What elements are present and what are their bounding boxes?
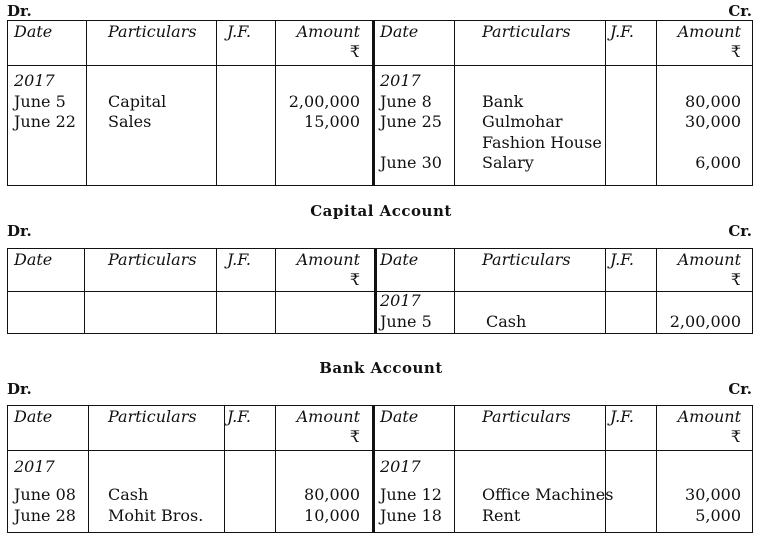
entry-date: June 5 bbox=[14, 92, 66, 111]
entry-amount: 15,000 bbox=[304, 112, 360, 131]
entry-particulars: Cash bbox=[108, 485, 149, 504]
ledger-table-bank bbox=[7, 405, 753, 533]
year-label: 2017 bbox=[14, 457, 55, 476]
cr-mark: Cr. bbox=[728, 380, 752, 398]
header-particulars: Particulars bbox=[482, 250, 571, 269]
header-currency: ₹ bbox=[349, 427, 360, 446]
header-date: Date bbox=[380, 407, 419, 426]
entry-date: June 8 bbox=[380, 92, 432, 111]
header-currency: ₹ bbox=[730, 270, 741, 289]
entry-amount: 80,000 bbox=[685, 92, 741, 111]
header-date: Date bbox=[14, 22, 53, 41]
header-date: Date bbox=[14, 407, 53, 426]
dr-mark: Dr. bbox=[7, 2, 32, 20]
dr-mark: Dr. bbox=[7, 380, 32, 398]
entry-date: June 12 bbox=[380, 485, 442, 504]
header-amount: Amount bbox=[296, 22, 360, 41]
header-amount: Amount bbox=[677, 22, 741, 41]
header-amount: Amount bbox=[296, 250, 360, 269]
entry-particulars: Sales bbox=[108, 112, 152, 131]
entry-date: June 22 bbox=[14, 112, 76, 131]
ledger-title-capital: Capital Account bbox=[310, 202, 452, 220]
header-date: Date bbox=[14, 250, 53, 269]
header-currency: ₹ bbox=[349, 270, 360, 289]
entry-amount: 30,000 bbox=[685, 485, 741, 504]
year-label: 2017 bbox=[380, 457, 421, 476]
entry-particulars: Rent bbox=[482, 506, 521, 525]
entry-particulars: Capital bbox=[108, 92, 167, 111]
entry-amount: 5,000 bbox=[695, 506, 741, 525]
entry-amount: 10,000 bbox=[304, 506, 360, 525]
dr-mark: Dr. bbox=[7, 222, 32, 240]
header-particulars: Particulars bbox=[108, 407, 197, 426]
header-jf: J.F. bbox=[610, 407, 634, 426]
header-amount: Amount bbox=[677, 250, 741, 269]
cr-mark: Cr. bbox=[728, 2, 752, 20]
ledger-title-bank: Bank Account bbox=[319, 359, 443, 377]
entry-particulars-continued: Fashion House bbox=[482, 133, 602, 152]
header-date: Date bbox=[380, 22, 419, 41]
ledger-table-1 bbox=[7, 20, 753, 186]
header-particulars: Particulars bbox=[108, 22, 197, 41]
header-currency: ₹ bbox=[349, 42, 360, 61]
entry-particulars: Salary bbox=[482, 153, 534, 172]
entry-particulars: Office Machines bbox=[482, 485, 614, 504]
entry-particulars: Gulmohar bbox=[482, 112, 563, 131]
header-jf: J.F. bbox=[610, 250, 634, 269]
header-currency: ₹ bbox=[730, 427, 741, 446]
header-jf: J.F. bbox=[227, 250, 251, 269]
header-particulars: Particulars bbox=[108, 250, 197, 269]
year-label: 2017 bbox=[380, 71, 421, 90]
entry-date: June 5 bbox=[380, 312, 432, 331]
entry-amount: 30,000 bbox=[685, 112, 741, 131]
entry-date: June 18 bbox=[380, 506, 442, 525]
header-jf: J.F. bbox=[610, 22, 634, 41]
entry-amount: 2,00,000 bbox=[288, 92, 360, 111]
entry-amount: 2,00,000 bbox=[669, 312, 741, 331]
header-currency: ₹ bbox=[730, 42, 741, 61]
header-particulars: Particulars bbox=[482, 22, 571, 41]
header-particulars: Particulars bbox=[482, 407, 571, 426]
header-amount: Amount bbox=[296, 407, 360, 426]
entry-particulars: Bank bbox=[482, 92, 524, 111]
ledger-table-capital bbox=[7, 248, 753, 334]
entry-date: June 08 bbox=[14, 485, 76, 504]
entry-particulars: Mohit Bros. bbox=[108, 506, 204, 525]
header-date: Date bbox=[380, 250, 419, 269]
entry-particulars: Cash bbox=[486, 312, 527, 331]
entry-amount: 80,000 bbox=[304, 485, 360, 504]
entry-amount: 6,000 bbox=[695, 153, 741, 172]
entry-date: June 30 bbox=[380, 153, 442, 172]
header-jf: J.F. bbox=[227, 22, 251, 41]
header-amount: Amount bbox=[677, 407, 741, 426]
year-label: 2017 bbox=[380, 291, 421, 310]
entry-date: June 28 bbox=[14, 506, 76, 525]
entry-date: June 25 bbox=[380, 112, 442, 131]
header-jf: J.F. bbox=[227, 407, 251, 426]
cr-mark: Cr. bbox=[728, 222, 752, 240]
year-label: 2017 bbox=[14, 71, 55, 90]
